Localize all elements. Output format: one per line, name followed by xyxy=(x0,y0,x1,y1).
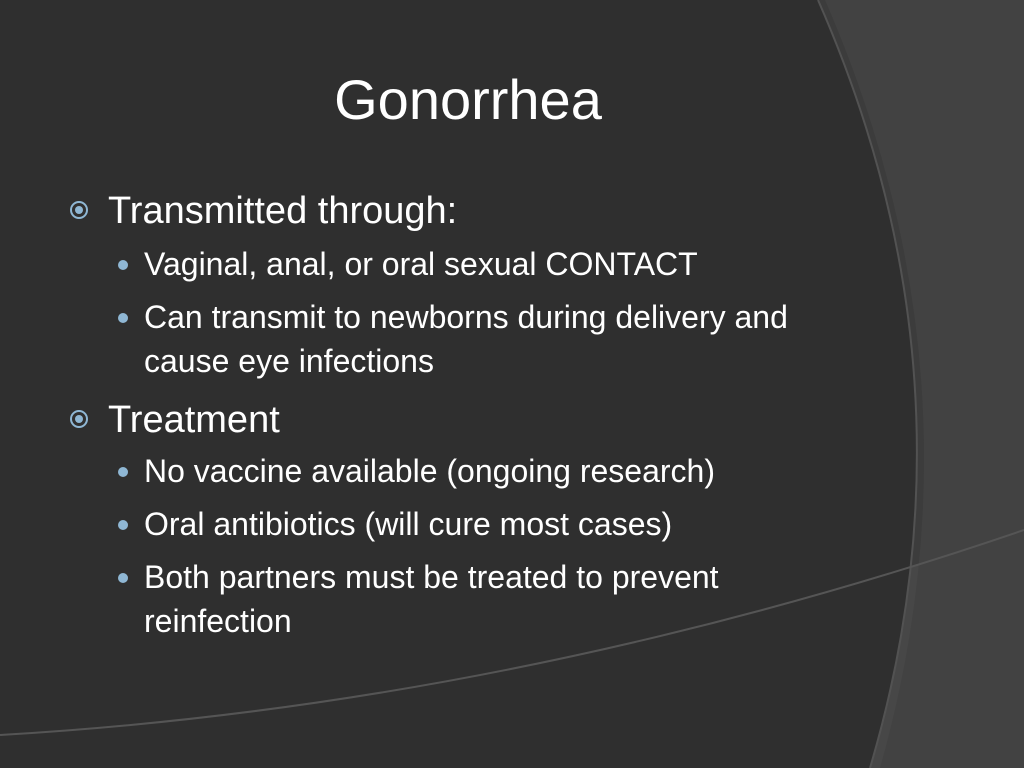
bullet-item-text: Both partners must be treated to prevent reinfection xyxy=(144,559,719,639)
dot-bullet-icon xyxy=(118,573,128,583)
circle-bullet-icon xyxy=(70,201,88,219)
dot-bullet-icon xyxy=(118,520,128,530)
bullet-item-text: Vaginal, anal, or oral sexual CONTACT xyxy=(144,246,698,282)
bullet-item-text: No vaccine available (ongoing research) xyxy=(144,453,715,489)
bullet-heading-text: Treatment xyxy=(108,399,280,441)
bullet-level1-transmission xyxy=(64,188,844,234)
dot-bullet-icon xyxy=(118,313,128,323)
bullet-item-text: Oral antibiotics (will cure most cases) xyxy=(144,506,673,542)
bullet-heading-text: Transmitted through: xyxy=(108,190,458,232)
bullet-item-text: Can transmit to newborns during delivery and cause eye infections xyxy=(144,299,788,379)
bullet-level2-item xyxy=(108,502,844,546)
slide-title: Gonorrhea xyxy=(334,68,602,131)
slide-content xyxy=(64,188,844,652)
circle-bullet-icon xyxy=(70,410,88,428)
bullet-level1-treatment xyxy=(64,397,844,443)
bullet-level2-item xyxy=(108,555,844,643)
dot-bullet-icon xyxy=(118,467,128,477)
bullet-level2-item xyxy=(108,449,844,493)
bullet-level2-item xyxy=(108,242,844,286)
dot-bullet-icon xyxy=(118,260,128,270)
bullet-level2-item xyxy=(108,295,844,383)
